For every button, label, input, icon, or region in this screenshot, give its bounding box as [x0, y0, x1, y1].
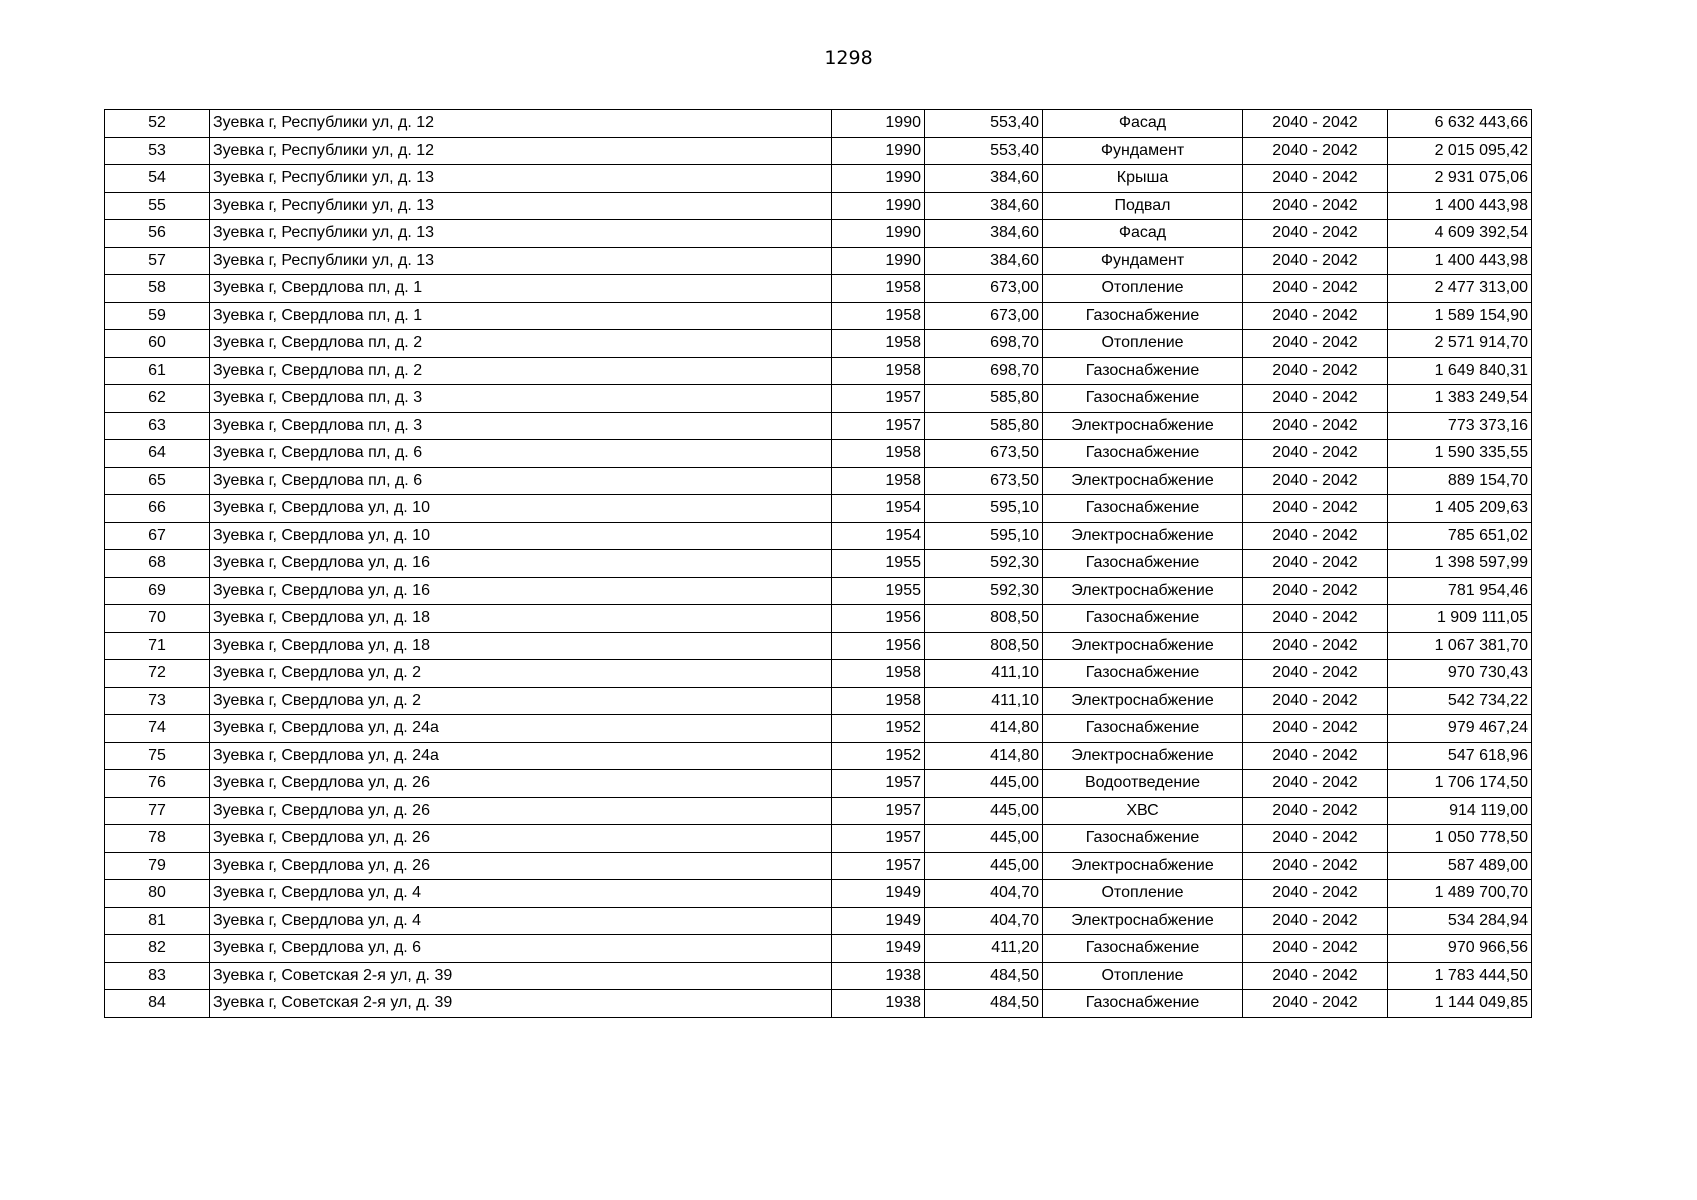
- work-type-cell: Отопление: [1043, 962, 1243, 990]
- address-cell: Зуевка г, Советская 2-я ул, д. 39: [210, 990, 832, 1018]
- row-number-cell: 57: [105, 247, 210, 275]
- table-row: [105, 522, 1532, 550]
- work-type-cell: Газоснабжение: [1043, 357, 1243, 385]
- work-type-cell: Отопление: [1043, 880, 1243, 908]
- area-cell: 411,20: [925, 935, 1043, 963]
- work-type-cell: Электроснабжение: [1043, 412, 1243, 440]
- row-number-cell: 76: [105, 770, 210, 798]
- row-number-cell: 83: [105, 962, 210, 990]
- table-row: [105, 275, 1532, 303]
- build-year-cell: 1957: [832, 852, 925, 880]
- address-cell: Зуевка г, Свердлова ул, д. 2: [210, 687, 832, 715]
- area-cell: 698,70: [925, 330, 1043, 358]
- work-type-cell: Электроснабжение: [1043, 742, 1243, 770]
- address-cell: Зуевка г, Свердлова ул, д. 26: [210, 852, 832, 880]
- build-year-cell: 1990: [832, 192, 925, 220]
- period-cell: 2040 - 2042: [1243, 357, 1388, 385]
- table-body: [105, 110, 1532, 1018]
- table-row: [105, 247, 1532, 275]
- table-row: [105, 715, 1532, 743]
- table-row: [105, 852, 1532, 880]
- area-cell: 595,10: [925, 522, 1043, 550]
- table-row: [105, 220, 1532, 248]
- build-year-cell: 1958: [832, 330, 925, 358]
- table-row: [105, 907, 1532, 935]
- cost-cell: 534 284,94: [1388, 907, 1532, 935]
- work-type-cell: Газоснабжение: [1043, 495, 1243, 523]
- cost-cell: 781 954,46: [1388, 577, 1532, 605]
- period-cell: 2040 - 2042: [1243, 880, 1388, 908]
- work-type-cell: Фундамент: [1043, 247, 1243, 275]
- period-cell: 2040 - 2042: [1243, 660, 1388, 688]
- build-year-cell: 1949: [832, 880, 925, 908]
- cost-cell: 2 015 095,42: [1388, 137, 1532, 165]
- address-cell: Зуевка г, Республики ул, д. 12: [210, 137, 832, 165]
- address-cell: Зуевка г, Свердлова ул, д. 10: [210, 495, 832, 523]
- work-type-cell: Электроснабжение: [1043, 522, 1243, 550]
- address-cell: Зуевка г, Свердлова ул, д. 2: [210, 660, 832, 688]
- cost-cell: 889 154,70: [1388, 467, 1532, 495]
- build-year-cell: 1990: [832, 247, 925, 275]
- area-cell: 592,30: [925, 550, 1043, 578]
- work-type-cell: Газоснабжение: [1043, 660, 1243, 688]
- address-cell: Зуевка г, Республики ул, д. 13: [210, 165, 832, 193]
- table-row: [105, 412, 1532, 440]
- table-row: [105, 385, 1532, 413]
- table-row: [105, 467, 1532, 495]
- cost-cell: 970 730,43: [1388, 660, 1532, 688]
- build-year-cell: 1954: [832, 495, 925, 523]
- row-number-cell: 52: [105, 110, 210, 138]
- area-cell: 808,50: [925, 605, 1043, 633]
- build-year-cell: 1990: [832, 137, 925, 165]
- address-cell: Зуевка г, Свердлова ул, д. 4: [210, 907, 832, 935]
- address-cell: Зуевка г, Свердлова пл, д. 6: [210, 440, 832, 468]
- area-cell: 585,80: [925, 412, 1043, 440]
- period-cell: 2040 - 2042: [1243, 907, 1388, 935]
- work-type-cell: Газоснабжение: [1043, 715, 1243, 743]
- area-cell: 414,80: [925, 715, 1043, 743]
- row-number-cell: 67: [105, 522, 210, 550]
- cost-cell: 1 398 597,99: [1388, 550, 1532, 578]
- period-cell: 2040 - 2042: [1243, 550, 1388, 578]
- address-cell: Зуевка г, Республики ул, д. 13: [210, 247, 832, 275]
- row-number-cell: 59: [105, 302, 210, 330]
- period-cell: 2040 - 2042: [1243, 605, 1388, 633]
- row-number-cell: 60: [105, 330, 210, 358]
- build-year-cell: 1958: [832, 440, 925, 468]
- period-cell: 2040 - 2042: [1243, 192, 1388, 220]
- row-number-cell: 63: [105, 412, 210, 440]
- table-row: [105, 165, 1532, 193]
- area-cell: 384,60: [925, 192, 1043, 220]
- work-type-cell: Электроснабжение: [1043, 687, 1243, 715]
- area-cell: 411,10: [925, 660, 1043, 688]
- cost-cell: 970 966,56: [1388, 935, 1532, 963]
- table-row: [105, 660, 1532, 688]
- table-row: [105, 577, 1532, 605]
- address-cell: Зуевка г, Свердлова ул, д. 26: [210, 770, 832, 798]
- area-cell: 592,30: [925, 577, 1043, 605]
- build-year-cell: 1957: [832, 825, 925, 853]
- build-year-cell: 1990: [832, 220, 925, 248]
- period-cell: 2040 - 2042: [1243, 990, 1388, 1018]
- period-cell: 2040 - 2042: [1243, 935, 1388, 963]
- area-cell: 411,10: [925, 687, 1043, 715]
- table-row: [105, 880, 1532, 908]
- row-number-cell: 80: [105, 880, 210, 908]
- row-number-cell: 74: [105, 715, 210, 743]
- period-cell: 2040 - 2042: [1243, 770, 1388, 798]
- period-cell: 2040 - 2042: [1243, 825, 1388, 853]
- build-year-cell: 1955: [832, 577, 925, 605]
- row-number-cell: 70: [105, 605, 210, 633]
- table-row: [105, 770, 1532, 798]
- table-row: [105, 137, 1532, 165]
- area-cell: 445,00: [925, 825, 1043, 853]
- table-row: [105, 192, 1532, 220]
- work-type-cell: Электроснабжение: [1043, 852, 1243, 880]
- work-type-cell: Электроснабжение: [1043, 907, 1243, 935]
- row-number-cell: 62: [105, 385, 210, 413]
- cost-cell: 1 144 049,85: [1388, 990, 1532, 1018]
- table-row: [105, 440, 1532, 468]
- address-cell: Зуевка г, Свердлова ул, д. 16: [210, 577, 832, 605]
- row-number-cell: 65: [105, 467, 210, 495]
- address-cell: Зуевка г, Свердлова ул, д. 18: [210, 605, 832, 633]
- build-year-cell: 1949: [832, 907, 925, 935]
- period-cell: 2040 - 2042: [1243, 440, 1388, 468]
- row-number-cell: 79: [105, 852, 210, 880]
- row-number-cell: 64: [105, 440, 210, 468]
- build-year-cell: 1990: [832, 165, 925, 193]
- build-year-cell: 1958: [832, 275, 925, 303]
- period-cell: 2040 - 2042: [1243, 522, 1388, 550]
- period-cell: 2040 - 2042: [1243, 412, 1388, 440]
- work-type-cell: ХВС: [1043, 797, 1243, 825]
- area-cell: 484,50: [925, 962, 1043, 990]
- period-cell: 2040 - 2042: [1243, 687, 1388, 715]
- period-cell: 2040 - 2042: [1243, 137, 1388, 165]
- table-row: [105, 962, 1532, 990]
- address-cell: Зуевка г, Республики ул, д. 13: [210, 192, 832, 220]
- cost-cell: 1 649 840,31: [1388, 357, 1532, 385]
- work-type-cell: Газоснабжение: [1043, 605, 1243, 633]
- address-cell: Зуевка г, Республики ул, д. 12: [210, 110, 832, 138]
- build-year-cell: 1952: [832, 715, 925, 743]
- work-type-cell: Газоснабжение: [1043, 825, 1243, 853]
- row-number-cell: 72: [105, 660, 210, 688]
- row-number-cell: 77: [105, 797, 210, 825]
- area-cell: 673,50: [925, 467, 1043, 495]
- cost-cell: 1 383 249,54: [1388, 385, 1532, 413]
- period-cell: 2040 - 2042: [1243, 302, 1388, 330]
- cost-cell: 2 477 313,00: [1388, 275, 1532, 303]
- area-cell: 698,70: [925, 357, 1043, 385]
- row-number-cell: 61: [105, 357, 210, 385]
- work-type-cell: Электроснабжение: [1043, 467, 1243, 495]
- address-cell: Зуевка г, Свердлова ул, д. 24а: [210, 715, 832, 743]
- cost-cell: 1 590 335,55: [1388, 440, 1532, 468]
- repair-schedule-table: [104, 109, 1532, 1018]
- work-type-cell: Газоснабжение: [1043, 935, 1243, 963]
- work-type-cell: Фасад: [1043, 220, 1243, 248]
- period-cell: 2040 - 2042: [1243, 962, 1388, 990]
- table-row: [105, 330, 1532, 358]
- table-row: [105, 302, 1532, 330]
- cost-cell: 547 618,96: [1388, 742, 1532, 770]
- period-cell: 2040 - 2042: [1243, 797, 1388, 825]
- work-type-cell: Газоснабжение: [1043, 440, 1243, 468]
- cost-cell: 1 489 700,70: [1388, 880, 1532, 908]
- cost-cell: 773 373,16: [1388, 412, 1532, 440]
- table-row: [105, 742, 1532, 770]
- address-cell: Зуевка г, Свердлова пл, д. 1: [210, 302, 832, 330]
- area-cell: 404,70: [925, 880, 1043, 908]
- address-cell: Зуевка г, Свердлова пл, д. 2: [210, 330, 832, 358]
- address-cell: Зуевка г, Свердлова ул, д. 6: [210, 935, 832, 963]
- cost-cell: 1 589 154,90: [1388, 302, 1532, 330]
- cost-cell: 587 489,00: [1388, 852, 1532, 880]
- row-number-cell: 78: [105, 825, 210, 853]
- cost-cell: 979 467,24: [1388, 715, 1532, 743]
- build-year-cell: 1952: [832, 742, 925, 770]
- period-cell: 2040 - 2042: [1243, 165, 1388, 193]
- build-year-cell: 1958: [832, 687, 925, 715]
- build-year-cell: 1957: [832, 797, 925, 825]
- work-type-cell: Газоснабжение: [1043, 550, 1243, 578]
- build-year-cell: 1958: [832, 467, 925, 495]
- build-year-cell: 1957: [832, 385, 925, 413]
- build-year-cell: 1955: [832, 550, 925, 578]
- build-year-cell: 1958: [832, 357, 925, 385]
- address-cell: Зуевка г, Свердлова ул, д. 26: [210, 825, 832, 853]
- table-row: [105, 935, 1532, 963]
- build-year-cell: 1956: [832, 605, 925, 633]
- cost-cell: 1 783 444,50: [1388, 962, 1532, 990]
- row-number-cell: 56: [105, 220, 210, 248]
- address-cell: Зуевка г, Республики ул, д. 13: [210, 220, 832, 248]
- period-cell: 2040 - 2042: [1243, 385, 1388, 413]
- area-cell: 553,40: [925, 137, 1043, 165]
- area-cell: 484,50: [925, 990, 1043, 1018]
- period-cell: 2040 - 2042: [1243, 495, 1388, 523]
- row-number-cell: 84: [105, 990, 210, 1018]
- table-row: [105, 632, 1532, 660]
- build-year-cell: 1954: [832, 522, 925, 550]
- cost-cell: 6 632 443,66: [1388, 110, 1532, 138]
- row-number-cell: 75: [105, 742, 210, 770]
- area-cell: 595,10: [925, 495, 1043, 523]
- row-number-cell: 66: [105, 495, 210, 523]
- work-type-cell: Фундамент: [1043, 137, 1243, 165]
- table-row: [105, 990, 1532, 1018]
- area-cell: 673,50: [925, 440, 1043, 468]
- cost-cell: 1 706 174,50: [1388, 770, 1532, 798]
- cost-cell: 785 651,02: [1388, 522, 1532, 550]
- table-row: [105, 495, 1532, 523]
- cost-cell: 1 400 443,98: [1388, 247, 1532, 275]
- area-cell: 585,80: [925, 385, 1043, 413]
- area-cell: 384,60: [925, 247, 1043, 275]
- period-cell: 2040 - 2042: [1243, 577, 1388, 605]
- area-cell: 808,50: [925, 632, 1043, 660]
- address-cell: Зуевка г, Свердлова ул, д. 10: [210, 522, 832, 550]
- table-row: [105, 797, 1532, 825]
- cost-cell: 542 734,22: [1388, 687, 1532, 715]
- cost-cell: 1 050 778,50: [1388, 825, 1532, 853]
- build-year-cell: 1958: [832, 302, 925, 330]
- area-cell: 445,00: [925, 770, 1043, 798]
- address-cell: Зуевка г, Свердлова пл, д. 3: [210, 412, 832, 440]
- table-row: [105, 110, 1532, 138]
- row-number-cell: 58: [105, 275, 210, 303]
- area-cell: 384,60: [925, 220, 1043, 248]
- row-number-cell: 53: [105, 137, 210, 165]
- area-cell: 404,70: [925, 907, 1043, 935]
- period-cell: 2040 - 2042: [1243, 632, 1388, 660]
- address-cell: Зуевка г, Свердлова пл, д. 1: [210, 275, 832, 303]
- area-cell: 384,60: [925, 165, 1043, 193]
- period-cell: 2040 - 2042: [1243, 110, 1388, 138]
- work-type-cell: Водоотведение: [1043, 770, 1243, 798]
- row-number-cell: 81: [105, 907, 210, 935]
- period-cell: 2040 - 2042: [1243, 330, 1388, 358]
- address-cell: Зуевка г, Свердлова ул, д. 24а: [210, 742, 832, 770]
- table-row: [105, 605, 1532, 633]
- cost-cell: 1 400 443,98: [1388, 192, 1532, 220]
- area-cell: 673,00: [925, 275, 1043, 303]
- cost-cell: 914 119,00: [1388, 797, 1532, 825]
- build-year-cell: 1938: [832, 962, 925, 990]
- work-type-cell: Фасад: [1043, 110, 1243, 138]
- address-cell: Зуевка г, Свердлова пл, д. 3: [210, 385, 832, 413]
- build-year-cell: 1958: [832, 660, 925, 688]
- work-type-cell: Отопление: [1043, 330, 1243, 358]
- period-cell: 2040 - 2042: [1243, 852, 1388, 880]
- period-cell: 2040 - 2042: [1243, 742, 1388, 770]
- cost-cell: 4 609 392,54: [1388, 220, 1532, 248]
- period-cell: 2040 - 2042: [1243, 275, 1388, 303]
- table-row: [105, 550, 1532, 578]
- build-year-cell: 1957: [832, 412, 925, 440]
- work-type-cell: Газоснабжение: [1043, 990, 1243, 1018]
- address-cell: Зуевка г, Свердлова пл, д. 6: [210, 467, 832, 495]
- address-cell: Зуевка г, Свердлова ул, д. 16: [210, 550, 832, 578]
- row-number-cell: 82: [105, 935, 210, 963]
- page-number: 1298: [824, 47, 873, 69]
- build-year-cell: 1957: [832, 770, 925, 798]
- cost-cell: 1 067 381,70: [1388, 632, 1532, 660]
- period-cell: 2040 - 2042: [1243, 715, 1388, 743]
- work-type-cell: Газоснабжение: [1043, 385, 1243, 413]
- work-type-cell: Подвал: [1043, 192, 1243, 220]
- build-year-cell: 1956: [832, 632, 925, 660]
- address-cell: Зуевка г, Свердлова ул, д. 4: [210, 880, 832, 908]
- area-cell: 445,00: [925, 852, 1043, 880]
- period-cell: 2040 - 2042: [1243, 247, 1388, 275]
- period-cell: 2040 - 2042: [1243, 220, 1388, 248]
- address-cell: Зуевка г, Свердлова пл, д. 2: [210, 357, 832, 385]
- period-cell: 2040 - 2042: [1243, 467, 1388, 495]
- cost-cell: 1 405 209,63: [1388, 495, 1532, 523]
- address-cell: Зуевка г, Советская 2-я ул, д. 39: [210, 962, 832, 990]
- row-number-cell: 55: [105, 192, 210, 220]
- row-number-cell: 71: [105, 632, 210, 660]
- cost-cell: 1 909 111,05: [1388, 605, 1532, 633]
- table-row: [105, 825, 1532, 853]
- build-year-cell: 1990: [832, 110, 925, 138]
- table-row: [105, 357, 1532, 385]
- work-type-cell: Крыша: [1043, 165, 1243, 193]
- area-cell: 414,80: [925, 742, 1043, 770]
- row-number-cell: 54: [105, 165, 210, 193]
- row-number-cell: 73: [105, 687, 210, 715]
- cost-cell: 2 571 914,70: [1388, 330, 1532, 358]
- work-type-cell: Отопление: [1043, 275, 1243, 303]
- cost-cell: 2 931 075,06: [1388, 165, 1532, 193]
- table-row: [105, 687, 1532, 715]
- area-cell: 445,00: [925, 797, 1043, 825]
- build-year-cell: 1938: [832, 990, 925, 1018]
- address-cell: Зуевка г, Свердлова ул, д. 26: [210, 797, 832, 825]
- address-cell: Зуевка г, Свердлова ул, д. 18: [210, 632, 832, 660]
- work-type-cell: Газоснабжение: [1043, 302, 1243, 330]
- work-type-cell: Электроснабжение: [1043, 632, 1243, 660]
- row-number-cell: 69: [105, 577, 210, 605]
- build-year-cell: 1949: [832, 935, 925, 963]
- area-cell: 553,40: [925, 110, 1043, 138]
- row-number-cell: 68: [105, 550, 210, 578]
- work-type-cell: Электроснабжение: [1043, 577, 1243, 605]
- area-cell: 673,00: [925, 302, 1043, 330]
